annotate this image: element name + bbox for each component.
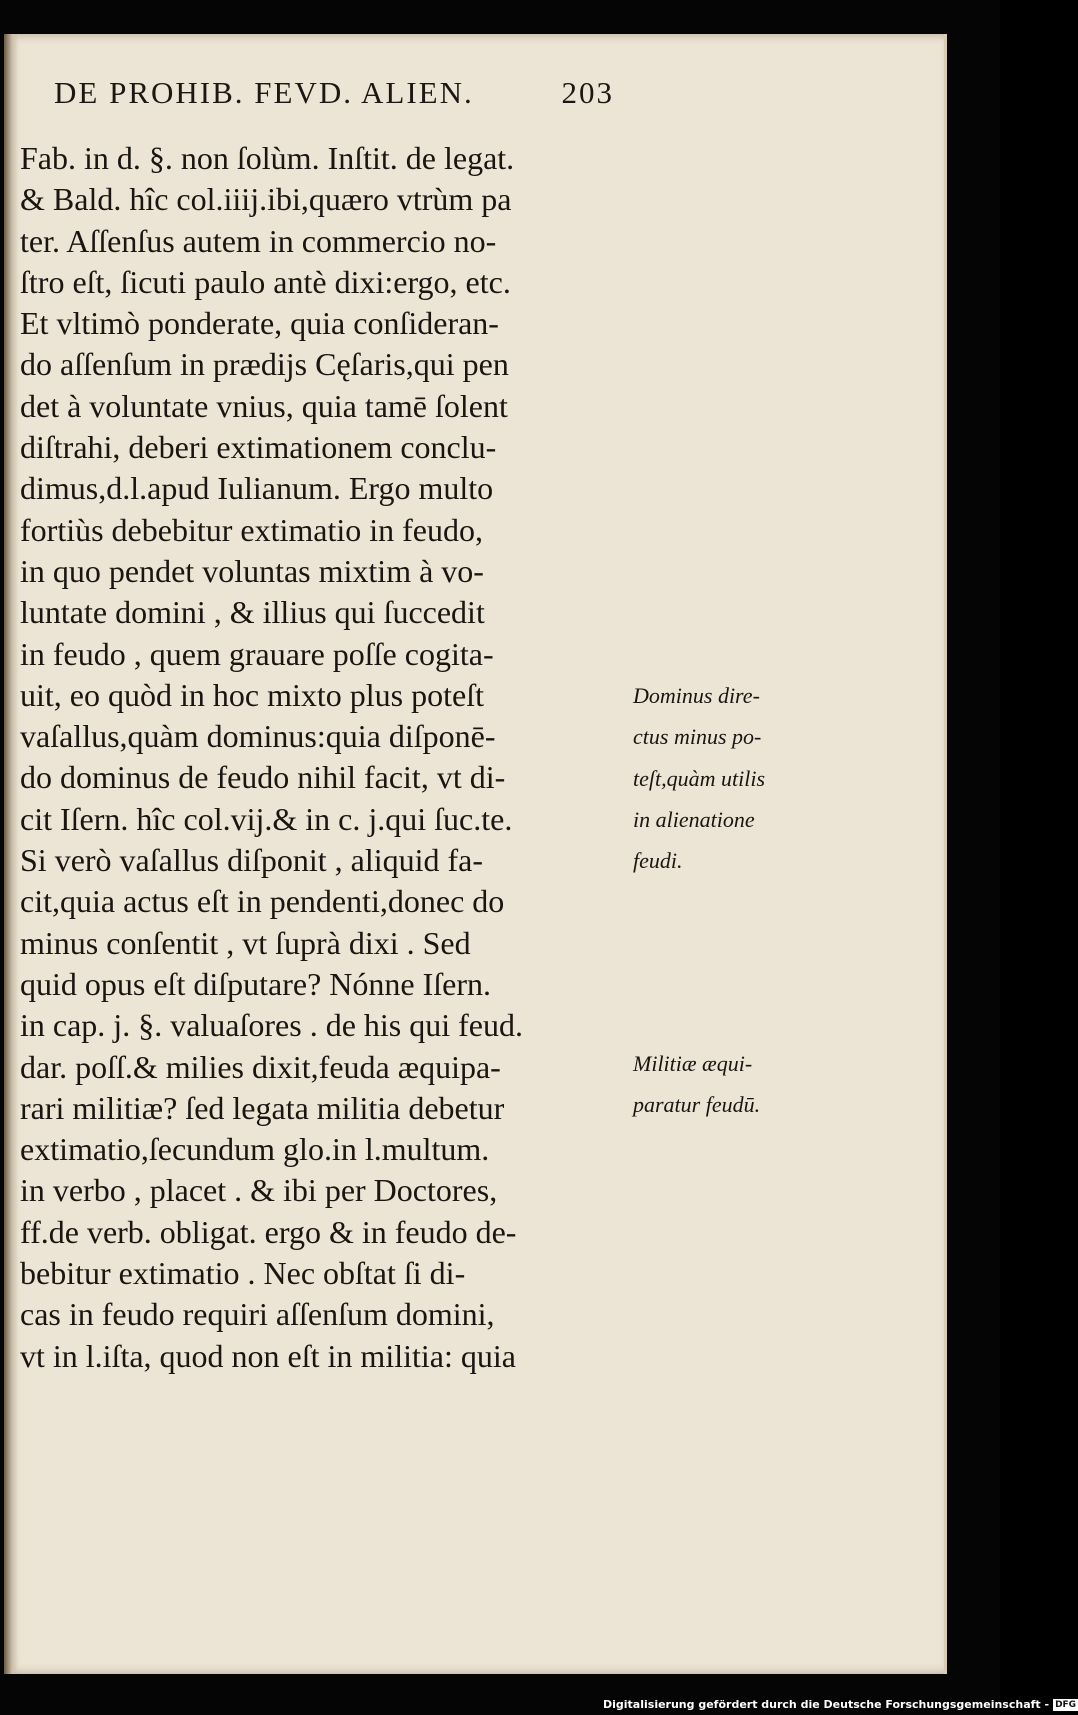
marginal-note-line: ctus minus po- [633, 724, 762, 750]
text-line: ter. Aſſenſus autem in commercio no- [20, 222, 497, 259]
text-line: extimatio,ſecundum glo.in l.multum. [20, 1131, 490, 1168]
text-line: bebitur extimatio . Nec obſtat ſi di- [20, 1255, 466, 1292]
running-header [54, 75, 614, 125]
text-line: diſtrahi, deberi extimationem conclu- [20, 429, 497, 466]
text-line: dimus,d.l.apud Iulianum. Ergo multo [20, 470, 494, 507]
digitization-credit [603, 1697, 1078, 1713]
text-line: & Bald. hîc col.iiij.ibi,quæro vtrùm pa [20, 181, 512, 218]
text-line: in verbo , placet . & ibi per Doctores, [20, 1172, 498, 1209]
text-line: uit, eo quòd in hoc mixto plus poteſt [20, 676, 484, 713]
marginal-note-militia [633, 1043, 813, 1126]
text-line: vt in l.iſta, quod non eſt in militia: quia [20, 1337, 516, 1374]
text-line: Et vltimò ponderate, quia conſideran- [20, 305, 499, 342]
text-line: cit,quia actus eſt in pendenti,donec do [20, 883, 505, 920]
text-line: vaſallus,quàm dominus:quia diſponē- [20, 718, 496, 755]
text-line: Fab. in d. §. non ſolùm. Inſtit. de legat. [20, 140, 515, 176]
text-line: minus conſentit , vt ſuprà dixi . Sed [20, 924, 471, 961]
text-line: cas in feudo requiri aſſenſum domini, [20, 1296, 495, 1333]
credit-text: Digitalisierung gefördert durch die Deutsche Forschungsgemeinschaft - [603, 1698, 1050, 1711]
marginal-note-line: feudi. [633, 848, 683, 874]
text-line: dar. poſſ.& milies dixit,feuda æquipa- [20, 1048, 501, 1085]
marginal-note-line: paratur feudū. [633, 1092, 761, 1118]
text-line: do aſſenſum in prædijs Cęſaris,qui pen [20, 346, 509, 383]
running-title: DE PROHIB. FEVD. ALIEN. [54, 75, 474, 110]
text-line: fortiùs debebitur extimatio in feudo, [20, 511, 483, 548]
text-line: rari militiæ? ſed legata militia debetur [20, 1089, 505, 1126]
text-line: quid opus eſt diſputare? Nónne Iſern. [20, 965, 491, 1002]
dfg-logo: DFG [1055, 1700, 1077, 1710]
text-line: luntate domini , & illius qui ſuccedit [20, 594, 485, 631]
marginal-note-line: in alienatione [633, 806, 755, 832]
page-binding-edge [4, 34, 18, 1674]
text-line: in quo pendet voluntas mixtim à vo- [20, 552, 484, 589]
text-line: in cap. j. §. valuaſores . de his qui feud. [20, 1007, 523, 1044]
page-number: 203 [561, 75, 614, 110]
text-line: in feudo , quem grauare poſſe cogita- [20, 635, 494, 672]
text-line: cit Iſern. hîc col.vij.& in c. j.qui ſuc.te. [20, 800, 513, 837]
marginal-note-line: Militiæ æqui- [633, 1051, 753, 1076]
marginal-note-line: Dominus dire- [633, 683, 760, 708]
text-line: ſtro eſt, ſicuti paulo antè dixi:ergo, etc. [20, 263, 511, 300]
marginal-note-dominus [633, 675, 813, 881]
text-line: Si verò vaſallus diſponit , aliquid fa- [20, 842, 484, 879]
text-line: ff.de verb. obligat. ergo & in feudo de- [20, 1213, 517, 1250]
text-line: det à voluntate vnius, quia tamē ſolent [20, 387, 508, 424]
main-text-block [20, 138, 630, 1377]
text-line: do dominus de feudo nihil facit, vt di- [20, 759, 506, 796]
marginal-note-line: teſt,quàm utilis [633, 765, 765, 791]
